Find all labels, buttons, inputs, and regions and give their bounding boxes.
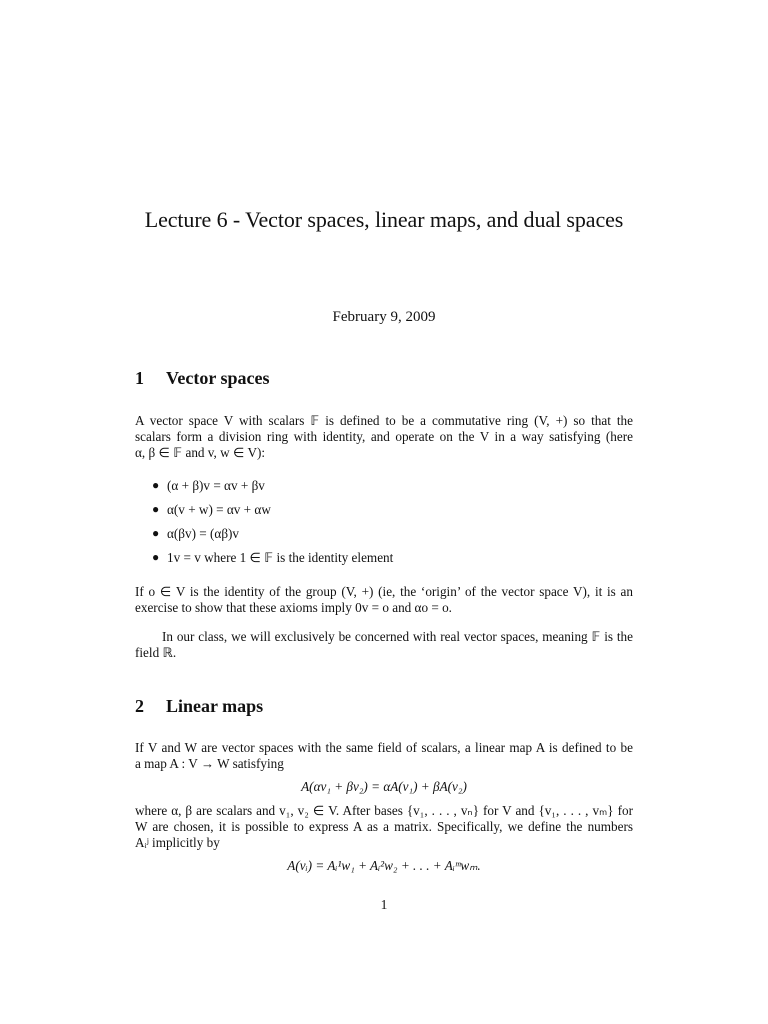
vector-space-definition bbox=[135, 413, 633, 462]
axiom-text: α(βv) = (αβ)v bbox=[167, 526, 240, 541]
text-line: Aᵢʲ implicitly by bbox=[135, 835, 220, 851]
axiom-text: α(v + w) = αv + αw bbox=[167, 502, 271, 517]
text-line: exercise to show that these axioms imply 0v = o and αo = o. bbox=[135, 600, 452, 616]
list-item: ● (α + β)v = αv + βv bbox=[152, 478, 265, 493]
axiom-text: 1v = v where 1 ∈ 𝔽 is the identity element bbox=[167, 550, 394, 565]
linearity-equation: A(αv₁ + βv₂) = αA(v₁) + βA(v₂) bbox=[301, 779, 467, 794]
list-item: ● α(βv) = (αβ)v bbox=[152, 526, 240, 541]
section-title: Vector spaces bbox=[166, 368, 270, 388]
real-vector-spaces-paragraph bbox=[135, 629, 633, 661]
list-item: ● 1v = v where 1 ∈ 𝔽 is the identity element bbox=[152, 550, 394, 565]
text-line: W are chosen, it is possible to express A as a matrix. Specifically, we define the numbers bbox=[135, 819, 633, 835]
text-line: α, β ∈ 𝔽 and v, w ∈ V): bbox=[135, 445, 266, 461]
section-number: 2 bbox=[135, 696, 144, 716]
axiom-list bbox=[152, 478, 393, 574]
text-line: In our class, we will exclusively be concerned with real vector spaces, meaning 𝔽 is the bbox=[162, 629, 633, 644]
list-item: ● α(v + w) = αv + αw bbox=[152, 502, 271, 517]
date: February 9, 2009 bbox=[332, 309, 436, 325]
bases-paragraph bbox=[135, 803, 633, 852]
page-title: Lecture 6 - Vector spaces, linear maps, and dual spaces bbox=[144, 207, 624, 232]
text-line: a map A : V → W satisfying bbox=[135, 756, 284, 772]
text-line: scalars form a division ring with identity, and operate on the V in a way satisfying (here bbox=[135, 429, 633, 445]
section-heading-vector-spaces bbox=[135, 368, 269, 389]
linear-map-definition bbox=[135, 740, 633, 772]
section-number: 1 bbox=[135, 368, 144, 388]
text-line: A vector space V with scalars 𝔽 is defined to be a commutative ring (V, +) so that the bbox=[135, 413, 633, 428]
section-heading-linear-maps bbox=[135, 696, 263, 717]
matrix-coefficients-equation: A(vᵢ) = Aᵢ¹w₁ + Aᵢ²w₂ + . . . + Aᵢᵐwₘ. bbox=[287, 858, 481, 873]
page-number: 1 bbox=[380, 897, 388, 912]
origin-paragraph bbox=[135, 584, 633, 616]
section-title: Linear maps bbox=[166, 696, 264, 716]
text-line: where α, β are scalars and v₁, v₂ ∈ V. After bases {v₁, . . . , vₙ} for V and {v₁, . . . , vₘ} for bbox=[135, 803, 633, 818]
text-line: field ℝ. bbox=[135, 645, 177, 661]
text-line: If V and W are vector spaces with the same field of scalars, a linear map A is defined to be bbox=[135, 740, 633, 755]
text-line: If o ∈ V is the identity of the group (V, +) (ie, the ‘origin’ of the vector space V), it is an bbox=[135, 584, 633, 599]
axiom-text: (α + β)v = αv + βv bbox=[167, 478, 265, 493]
